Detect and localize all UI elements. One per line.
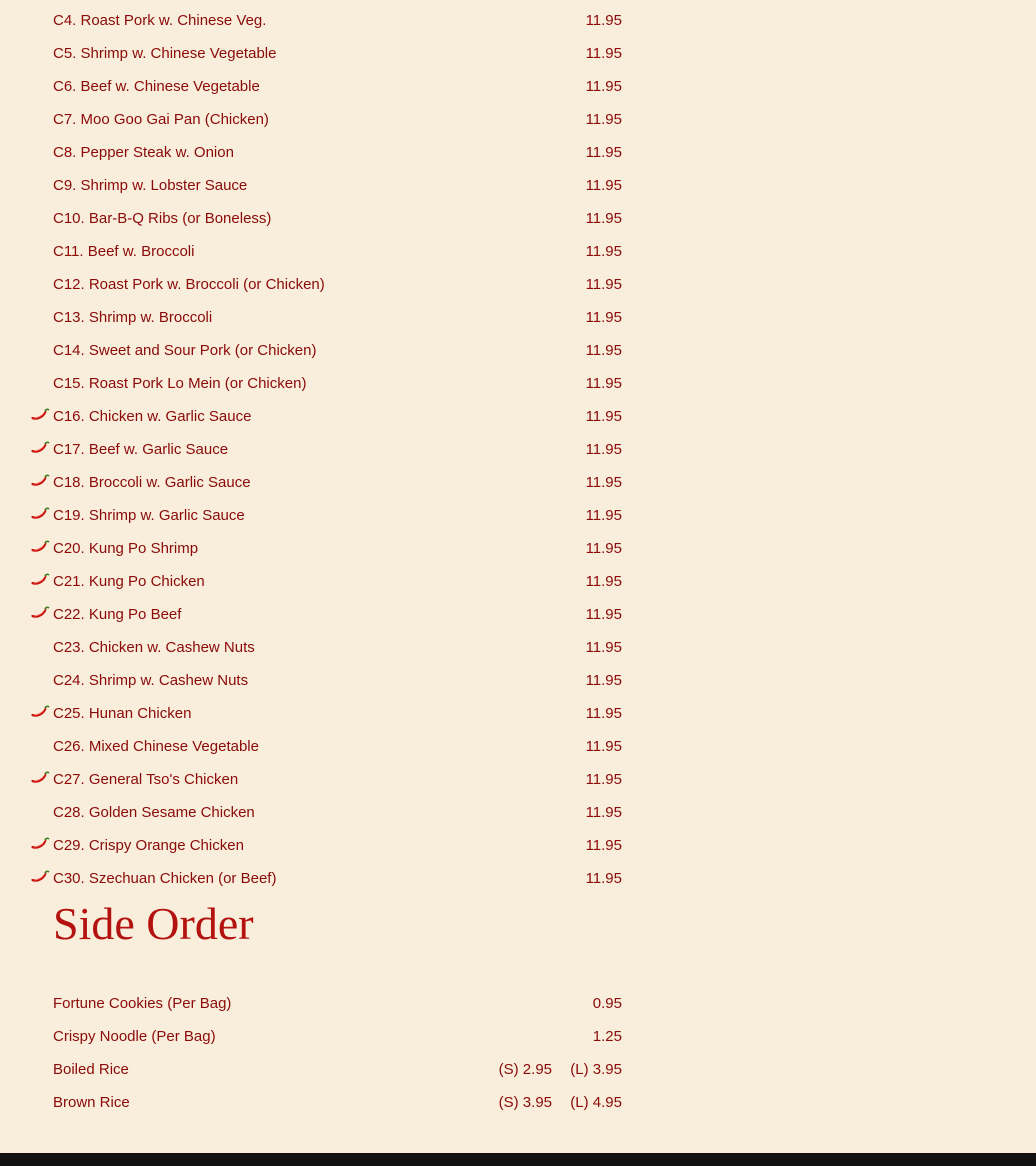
menu-item bbox=[0, 462, 1036, 495]
menu-item bbox=[0, 528, 1036, 561]
chili-pepper-icon bbox=[30, 408, 50, 422]
menu-item-price: 11.95 bbox=[585, 45, 622, 62]
menu-item bbox=[0, 1082, 1036, 1115]
menu-item-price: 11.95 bbox=[585, 540, 622, 557]
menu-item-price: 11.95 bbox=[585, 705, 622, 722]
menu-item-price: 11.95 bbox=[585, 441, 622, 458]
menu-item-price: 11.95 bbox=[585, 870, 622, 887]
menu-item-price: 11.95 bbox=[585, 276, 622, 293]
menu-item bbox=[0, 363, 1036, 396]
menu-item-name: C13. Shrimp w. Broccoli bbox=[53, 309, 213, 326]
menu-item-name: C4. Roast Pork w. Chinese Veg. bbox=[53, 12, 267, 29]
menu-item-name: C26. Mixed Chinese Vegetable bbox=[53, 738, 259, 755]
menu-item-price: 11.95 bbox=[585, 837, 622, 854]
menu-item-price: 11.95 bbox=[585, 111, 622, 128]
menu-item-name: C7. Moo Goo Gai Pan (Chicken) bbox=[53, 111, 269, 128]
menu-item bbox=[0, 1016, 1036, 1049]
footer-bar bbox=[0, 1153, 1036, 1166]
chili-pepper-icon bbox=[30, 441, 50, 455]
menu-item bbox=[0, 264, 1036, 297]
menu-item-price: 11.95 bbox=[585, 408, 622, 425]
menu-item-price: 11.95 bbox=[585, 12, 622, 29]
menu-item-price: 11.95 bbox=[585, 309, 622, 326]
menu-item bbox=[0, 759, 1036, 792]
side-order-list bbox=[0, 983, 1036, 1115]
chili-pepper-icon bbox=[30, 705, 50, 719]
menu-item bbox=[0, 726, 1036, 759]
menu-item-name: C29. Crispy Orange Chicken bbox=[53, 837, 244, 854]
menu-item-price: 11.95 bbox=[585, 573, 622, 590]
menu-item bbox=[0, 627, 1036, 660]
menu-item-price: 11.95 bbox=[585, 639, 622, 656]
menu-item bbox=[0, 594, 1036, 627]
menu-item-name: C15. Roast Pork Lo Mein (or Chicken) bbox=[53, 375, 307, 392]
chili-pepper-icon bbox=[30, 606, 50, 620]
menu-item-name: C28. Golden Sesame Chicken bbox=[53, 804, 255, 821]
menu-item-name: C17. Beef w. Garlic Sauce bbox=[53, 441, 229, 458]
menu-item bbox=[0, 660, 1036, 693]
menu-item bbox=[0, 792, 1036, 825]
menu-item-price: 11.95 bbox=[585, 177, 622, 194]
menu-item-price-large: (L) 4.95 bbox=[570, 1094, 622, 1111]
menu-item-name: C25. Hunan Chicken bbox=[53, 705, 192, 722]
menu-item-name: C19. Shrimp w. Garlic Sauce bbox=[53, 507, 245, 524]
menu-item bbox=[0, 198, 1036, 231]
menu-item-name: C11. Beef w. Broccoli bbox=[53, 243, 195, 260]
side-order-title: Side Order bbox=[53, 898, 254, 949]
menu-item-name: C21. Kung Po Chicken bbox=[53, 573, 205, 590]
menu-item-name: C24. Shrimp w. Cashew Nuts bbox=[53, 672, 249, 689]
menu-item-price-large: (L) 3.95 bbox=[570, 1061, 622, 1078]
menu-item-name: C30. Szechuan Chicken (or Beef) bbox=[53, 870, 277, 887]
menu-item-price: 11.95 bbox=[585, 342, 622, 359]
menu-item-price: 11.95 bbox=[585, 804, 622, 821]
menu-item-name: C23. Chicken w. Cashew Nuts bbox=[53, 639, 255, 656]
menu-item-name: C14. Sweet and Sour Pork (or Chicken) bbox=[53, 342, 317, 359]
menu-item-price: 11.95 bbox=[585, 606, 622, 623]
menu-item-name: C6. Beef w. Chinese Vegetable bbox=[53, 78, 260, 95]
menu-item bbox=[0, 99, 1036, 132]
menu-item-name: C8. Pepper Steak w. Onion bbox=[53, 144, 234, 161]
menu-item-name: C10. Bar-B-Q Ribs (or Boneless) bbox=[53, 210, 272, 227]
menu-item-price: 11.95 bbox=[585, 738, 622, 755]
menu-item bbox=[0, 858, 1036, 891]
menu-item-price-small: (S) 2.95 bbox=[498, 1061, 552, 1078]
menu-item bbox=[0, 825, 1036, 858]
menu-item bbox=[0, 983, 1036, 1016]
chili-pepper-icon bbox=[30, 507, 50, 521]
menu-item bbox=[0, 330, 1036, 363]
menu-item bbox=[0, 561, 1036, 594]
chili-pepper-icon bbox=[30, 870, 50, 884]
menu-item bbox=[0, 495, 1036, 528]
menu-item-price: 11.95 bbox=[585, 144, 622, 161]
menu-item-price: 11.95 bbox=[585, 210, 622, 227]
chili-pepper-icon bbox=[30, 474, 50, 488]
menu-item-price: 11.95 bbox=[585, 672, 622, 689]
menu-item-price: 11.95 bbox=[585, 243, 622, 260]
menu-item bbox=[0, 231, 1036, 264]
menu-item-name: C5. Shrimp w. Chinese Vegetable bbox=[53, 45, 277, 62]
menu-item bbox=[0, 1049, 1036, 1082]
chili-pepper-icon bbox=[30, 573, 50, 587]
menu-item-name: C27. General Tso's Chicken bbox=[53, 771, 239, 788]
menu-item-price: 11.95 bbox=[585, 507, 622, 524]
menu-item bbox=[0, 396, 1036, 429]
menu-item-name: C9. Shrimp w. Lobster Sauce bbox=[53, 177, 248, 194]
menu-item-name: C22. Kung Po Beef bbox=[53, 606, 182, 623]
menu-item-name: Brown Rice bbox=[53, 1094, 130, 1111]
menu-item-price: 11.95 bbox=[585, 375, 622, 392]
menu-item-price: 11.95 bbox=[585, 771, 622, 788]
chili-pepper-icon bbox=[30, 771, 50, 785]
menu-item bbox=[0, 297, 1036, 330]
menu-item-price-small: (S) 3.95 bbox=[498, 1094, 552, 1111]
menu-item bbox=[0, 66, 1036, 99]
menu-item-name: C20. Kung Po Shrimp bbox=[53, 540, 199, 557]
menu-item bbox=[0, 693, 1036, 726]
menu-item-name: C18. Broccoli w. Garlic Sauce bbox=[53, 474, 251, 491]
chili-pepper-icon bbox=[30, 540, 50, 554]
menu-item-name: C12. Roast Pork w. Broccoli (or Chicken) bbox=[53, 276, 325, 293]
side-order-heading bbox=[0, 891, 1036, 977]
menu-item-name: Fortune Cookies (Per Bag) bbox=[53, 995, 232, 1012]
menu-item-name: Crispy Noodle (Per Bag) bbox=[53, 1028, 216, 1045]
menu-item-price: 0.95 bbox=[592, 995, 622, 1012]
menu-item bbox=[0, 165, 1036, 198]
menu-item-name: C16. Chicken w. Garlic Sauce bbox=[53, 408, 252, 425]
menu-item-name: Boiled Rice bbox=[53, 1061, 129, 1078]
chili-pepper-icon bbox=[30, 837, 50, 851]
menu-item bbox=[0, 33, 1036, 66]
menu-item-price: 11.95 bbox=[585, 78, 622, 95]
menu-item-price: 11.95 bbox=[585, 474, 622, 491]
menu-item-price: 1.25 bbox=[592, 1028, 622, 1045]
menu-item bbox=[0, 132, 1036, 165]
menu-item bbox=[0, 429, 1036, 462]
menu-item bbox=[0, 0, 1036, 33]
